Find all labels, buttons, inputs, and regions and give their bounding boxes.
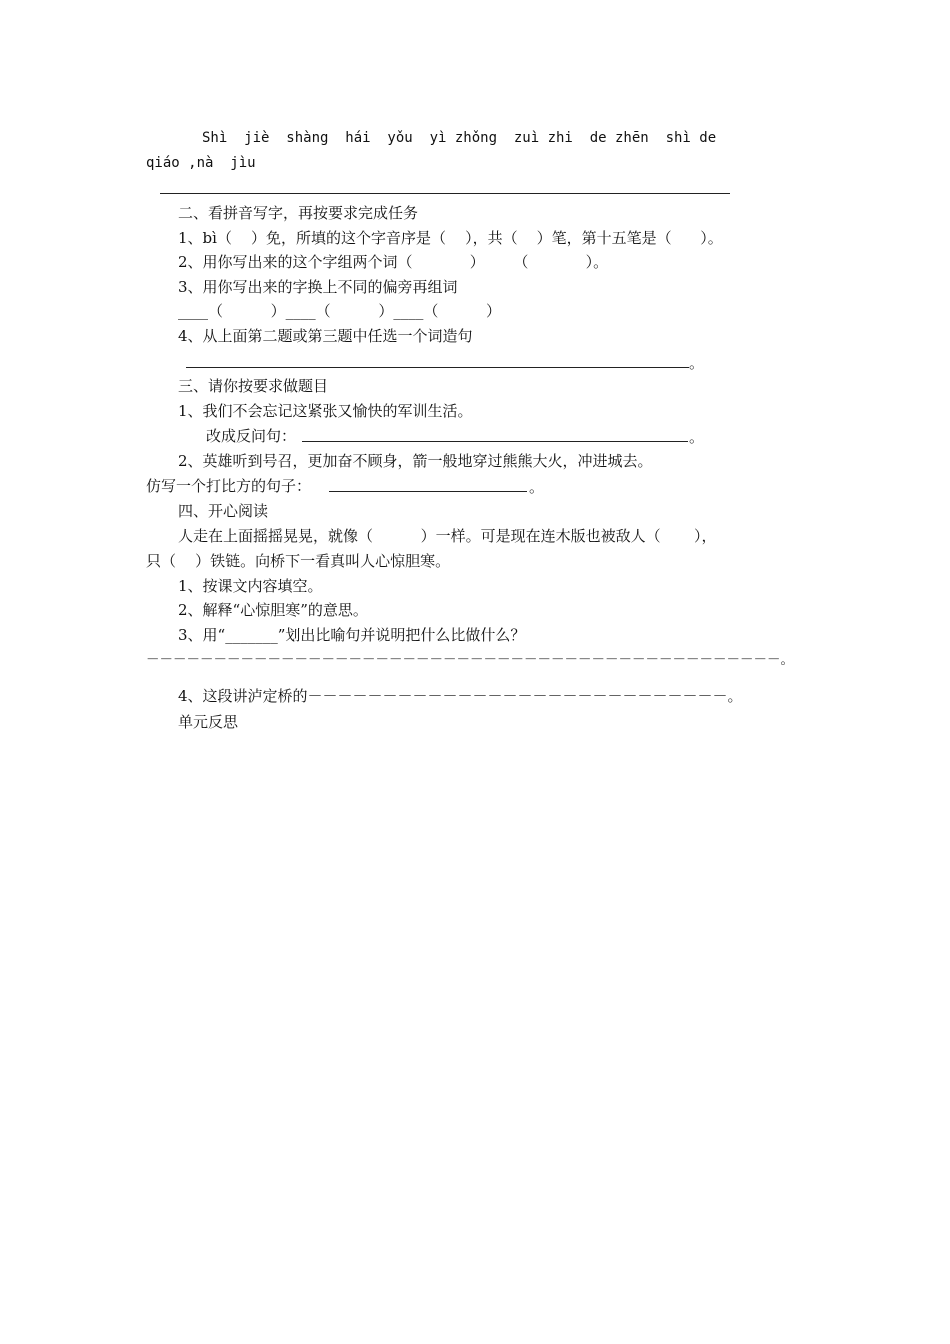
section4-question-1: 1、按课文内容填空。 [178,577,323,595]
section2-q4-end: 。 [689,354,705,372]
pinyin-line-1: Shì jiè shàng hái yǒu yì zhǒng zuì zhi de zhēn shì de [202,130,717,146]
section2-q4-answer-line [186,367,689,368]
section3-q1-task: 改成反问句： [206,427,297,445]
section3-question-2: 2、英雄听到号召，更加奋不顾身，箭一般地穿过熊熊大火，冲进城去。 [178,452,653,470]
section3-q1-end: 。 [689,428,705,446]
section3-q2-task: 仿写一个打比方的句子： [146,477,312,495]
section2-heading: 二、看拼音写字，再按要求完成任务 [178,204,419,222]
reading-passage-line-2: 只（ ）铁链。向桥下一看真叫人心惊胆寒。 [146,552,451,570]
pinyin-line-2: qiáo ,nà jìu [146,155,256,171]
section3-q2-end: 。 [529,478,545,496]
reading-passage-line-1: 人走在上面摇摇晃晃，就像（ ）一样。可是现在连木版也被敌人（ ）， [178,527,717,545]
section2-question-2: 2、用你写出来的这个字组两个词（ ） （ ）。 [178,253,609,271]
section4-heading: 四、开心阅读 [178,502,269,520]
unit-reflection-heading: 单元反思 [178,713,239,731]
section3-q2-answer-line [329,491,527,492]
section4-q3-answer-dashes: －－－－－－－－－－－－－－－－－－－－－－－－－－－－－－－－－－－－－－－－－－－－－－－。 [146,652,794,668]
pinyin-answer-line [160,193,730,194]
section4-question-4: 4、这段讲泸定桥的－－－－－－－－－－－－－－－－－－－－－－－－－－－－。 [178,687,743,705]
section3-q1-answer-line [302,441,688,442]
section2-question-1: 1、bì（ ）免，所填的这个字音序是（ ），共（ ）笔，第十五笔是（ ）。 [178,229,723,247]
section3-heading: 三、请你按要求做题目 [178,377,329,395]
section2-question-4: 4、从上面第二题或第三题中任选一个词造句 [178,327,473,345]
section2-question-3: 3、用你写出来的字换上不同的偏旁再组词 [178,278,458,296]
section4-question-3: 3、用“_______”划出比喻句并说明把什么比做什么？ [178,626,526,644]
section2-question-3-blanks: ____（ ）____（ ）____（ ） [178,302,502,320]
section4-question-2: 2、解释“心惊胆寒”的意思。 [178,601,368,619]
section3-question-1: 1、我们不会忘记这紧张又愉快的军训生活。 [178,402,473,420]
